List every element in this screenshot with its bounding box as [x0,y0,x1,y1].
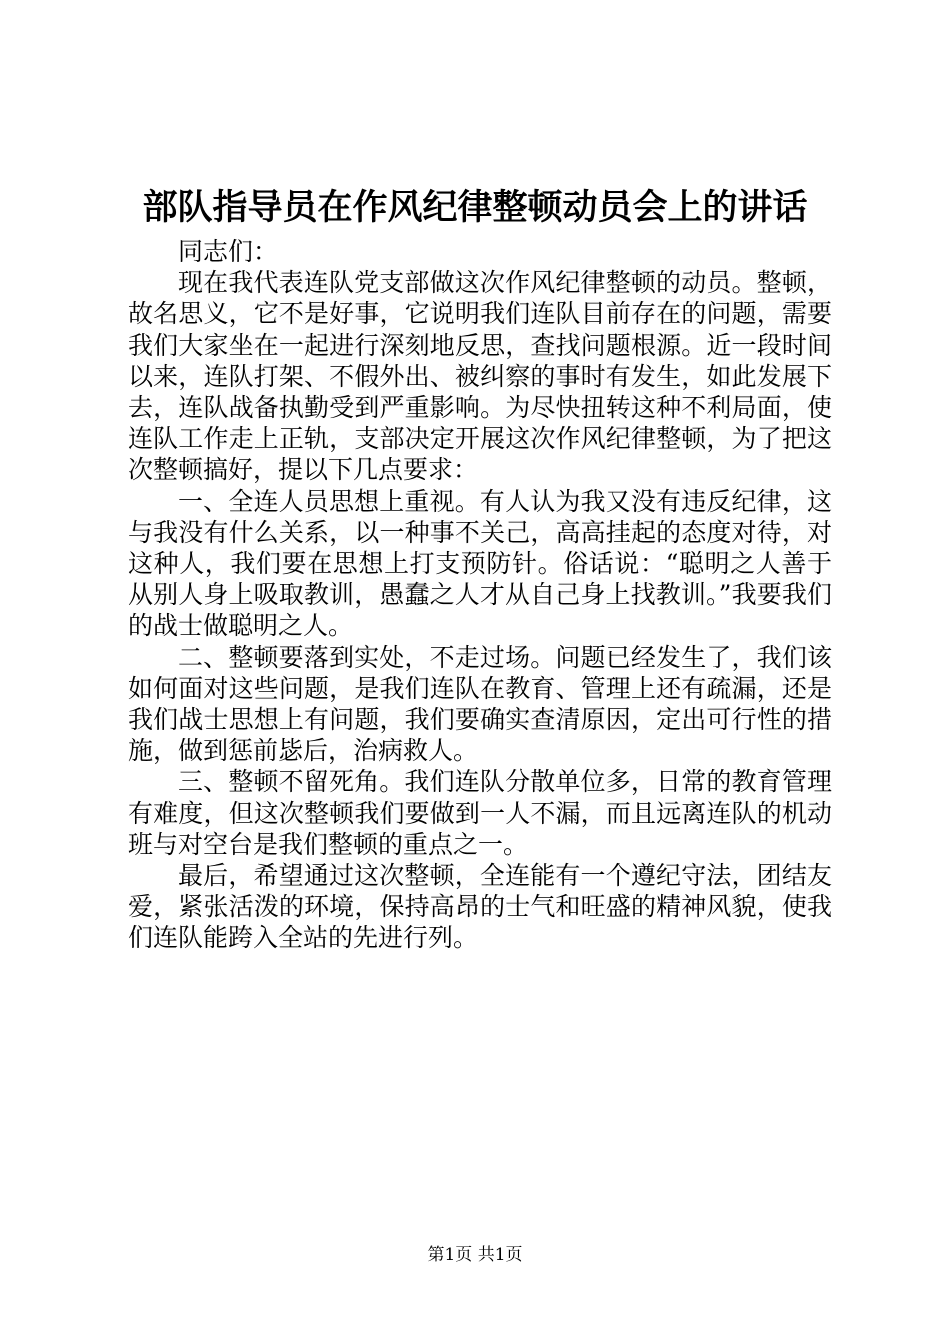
requirement-three-paragraph: 三、整顿不留死角。我们连队分散单位多，日常的教育管理有难度，但这次整顿我们要做到一人不漏，而且远离连队的机动班与对空台是我们整顿的重点之一。 [128,767,832,859]
document-body [128,236,832,954]
intro-paragraph: 现在我代表连队党支部做这次作风纪律整顿的动员。整顿，故名思义，它不是好事，它说明我们连队目前存在的问题，需要我们大家坐在一起进行深刻地反思，查找问题根源。近一段时间以来，连队打架、不假外出、被纠察的事时有发生，如此发展下去，连队战备执勤受到严重影响。为尽快扭转这种不利局面，使连队工作走上正轨，支部决定开展这次作风纪律整顿，为了把这次整顿搞好，提以下几点要求： [128,268,832,485]
page-number-footer: 第1页 共1页 [427,1245,523,1265]
closing-paragraph: 最后，希望通过这次整顿，全连能有一个遵纪守法，团结友爱，紧张活泼的环境，保持高昂的士气和旺盛的精神风貌，使我们连队能跨入全站的先进行列。 [128,861,832,953]
salutation-paragraph: 同志们： [178,237,279,266]
requirement-one-paragraph: 一、全连人员思想上重视。有人认为我又没有违反纪律，这与我没有什么关系，以一种事不关己，高高挂起的态度对待，对这种人，我们要在思想上打支预防针。俗话说：“聪明之人善于从别人身上吸取教训，愚蠢之人才从自己身上找教训。”我要我们的战士做聪明之人。 [128,486,832,641]
document-title: 部队指导员在作风纪律整顿动员会上的讲话 [142,187,808,228]
requirement-two-paragraph: 二、整顿要落到实处，不走过场。问题已经发生了，我们该如何面对这些问题，是我们连队在教育、管理上还有疏漏，还是我们战士思想上有问题，我们要确实查清原因，定出可行性的措施，做到惩前毖后，治病救人。 [128,642,832,766]
